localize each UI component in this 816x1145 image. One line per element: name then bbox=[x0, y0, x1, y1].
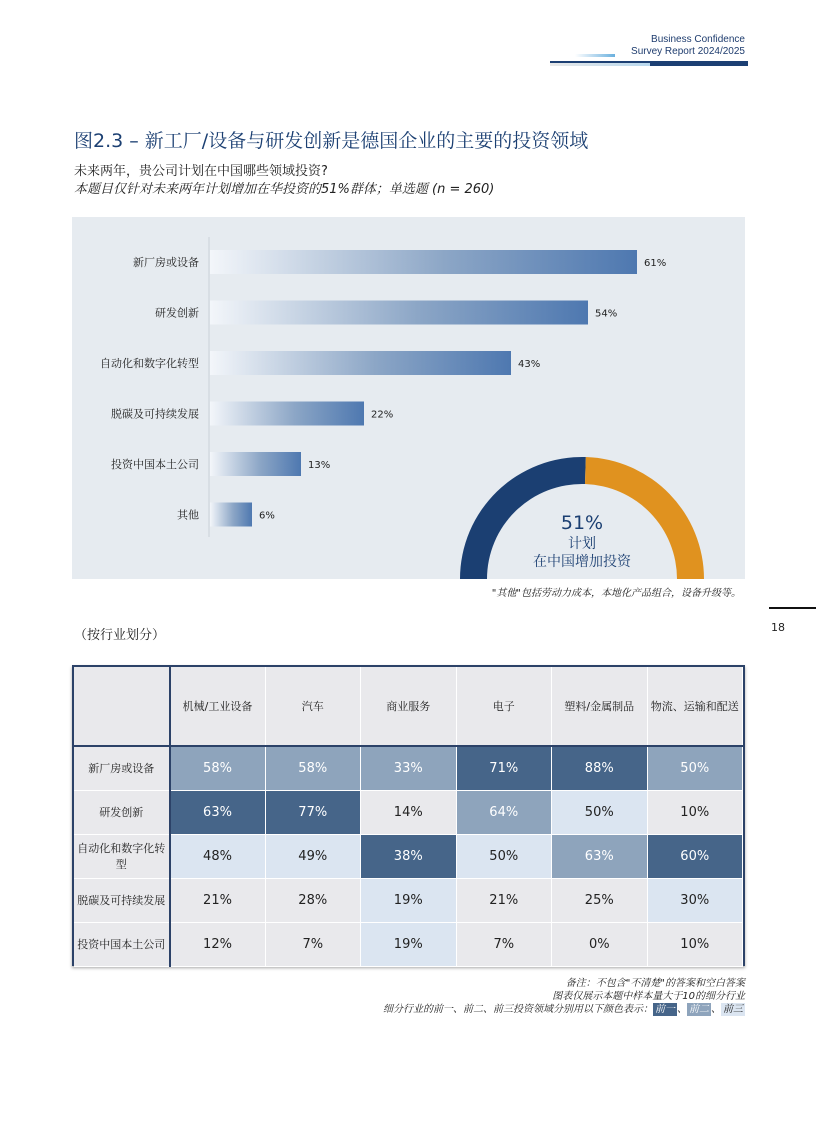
bar-category-label: 其他 bbox=[177, 508, 199, 522]
legend-separator: 、 bbox=[711, 1004, 721, 1015]
table-section-label: （按行业划分） bbox=[74, 628, 166, 643]
table-cell: 7% bbox=[265, 922, 361, 966]
table-row bbox=[74, 746, 743, 790]
table-cell: 71% bbox=[456, 746, 552, 790]
table-cell: 60% bbox=[647, 834, 743, 878]
table-cell: 10% bbox=[647, 922, 743, 966]
bar-category-label: 脱碳及可持续发展 bbox=[111, 407, 199, 421]
table-cell: 88% bbox=[552, 746, 648, 790]
figure-note: 本题目仅针对未来两年计划增加在华投资的51%群体；单选题 (n = 260) bbox=[74, 182, 495, 197]
bar-value-label: 13% bbox=[308, 460, 331, 471]
table-cell: 0% bbox=[552, 922, 648, 966]
chart-footnote: "其他"包括劳动力成本，本地化产品组合，设备升级等。 bbox=[491, 588, 741, 599]
donut-center-line1: 计划 bbox=[568, 536, 596, 552]
table-cell: 49% bbox=[265, 834, 361, 878]
table-cell: 77% bbox=[265, 790, 361, 834]
bar-value-label: 6% bbox=[259, 510, 275, 522]
table-row bbox=[74, 922, 743, 966]
donut-center-line2: 在中国增加投资 bbox=[533, 554, 631, 570]
row-header: 研发创新 bbox=[74, 790, 170, 834]
table-cell: 30% bbox=[647, 878, 743, 922]
column-header: 物流、运输和配送 bbox=[647, 667, 743, 746]
table-header-row bbox=[74, 667, 743, 746]
note-line-2: 图表仅展示本题中样本量大于10的细分行业 bbox=[552, 991, 745, 1002]
table-row bbox=[74, 790, 743, 834]
note-line-3 bbox=[383, 1003, 745, 1016]
bar-category-label: 自动化和数字化转型 bbox=[100, 357, 199, 370]
table-cell: 63% bbox=[552, 834, 648, 878]
bar bbox=[210, 503, 252, 527]
table-cell: 7% bbox=[456, 922, 552, 966]
figure-subtitle: 未来两年，贵公司计划在中国哪些领域投资? bbox=[74, 164, 328, 179]
table-cell: 63% bbox=[170, 790, 266, 834]
bar bbox=[210, 452, 301, 476]
table-cell: 64% bbox=[456, 790, 552, 834]
row-header: 脱碳及可持续发展 bbox=[74, 878, 170, 922]
table-cell: 19% bbox=[361, 878, 457, 922]
column-header: 商业服务 bbox=[361, 667, 457, 746]
brand-accent-fade bbox=[550, 63, 650, 66]
bar-category-label: 研发创新 bbox=[155, 306, 199, 320]
bar-value-label: 43% bbox=[518, 359, 541, 370]
note-line-1: 备注：不包含"不清楚"的答案和空白答案 bbox=[565, 978, 745, 989]
figure-title: 图2.3 – 新工厂/设备与研发创新是德国企业的主要的投资领域 bbox=[74, 130, 589, 152]
table-cell: 12% bbox=[170, 922, 266, 966]
table-cell: 21% bbox=[170, 878, 266, 922]
column-header: 塑料/金属制品 bbox=[552, 667, 648, 746]
table-cell: 10% bbox=[647, 790, 743, 834]
bar bbox=[210, 301, 588, 325]
page-number-rule bbox=[769, 607, 816, 609]
table-cell: 38% bbox=[361, 834, 457, 878]
table-cell: 50% bbox=[647, 746, 743, 790]
industry-table bbox=[72, 665, 745, 966]
row-header: 投资中国本土公司 bbox=[74, 922, 170, 966]
brand-accent-light bbox=[575, 54, 615, 57]
table-cell: 28% bbox=[265, 878, 361, 922]
table-cell: 14% bbox=[361, 790, 457, 834]
bar-value-label: 61% bbox=[644, 258, 667, 269]
report-brand bbox=[631, 34, 745, 58]
bar-category-label: 投资中国本土公司 bbox=[111, 458, 199, 471]
table-cell: 48% bbox=[170, 834, 266, 878]
table-cell: 58% bbox=[265, 746, 361, 790]
bar-value-label: 22% bbox=[371, 409, 394, 421]
table-cell: 25% bbox=[552, 878, 648, 922]
table-row bbox=[74, 834, 743, 878]
column-header: 机械/工业设备 bbox=[170, 667, 266, 746]
brand-line-2: Survey Report 2024/2025 bbox=[631, 46, 745, 57]
donut-center-value: 51% bbox=[560, 512, 604, 534]
legend-swatch-top3: 前三 bbox=[723, 1004, 743, 1015]
table-corner-cell bbox=[74, 667, 170, 746]
row-header: 新厂房或设备 bbox=[74, 746, 170, 790]
brand-line-1: Business Confidence bbox=[651, 34, 745, 45]
table-cell: 50% bbox=[456, 834, 552, 878]
bar-category-label: 新厂房或设备 bbox=[133, 256, 199, 269]
table-cell: 19% bbox=[361, 922, 457, 966]
table-cell: 33% bbox=[361, 746, 457, 790]
table-row bbox=[74, 878, 743, 922]
column-header: 汽车 bbox=[265, 667, 361, 746]
table-cell: 58% bbox=[170, 746, 266, 790]
table-cell: 50% bbox=[552, 790, 648, 834]
page-number: 18 bbox=[771, 621, 785, 634]
legend-prefix: 细分行业的前一、前二、前三投资领域分别用以下颜色表示： bbox=[383, 1004, 653, 1015]
table-notes bbox=[383, 977, 745, 1016]
column-header: 电子 bbox=[456, 667, 552, 746]
bar bbox=[210, 402, 364, 426]
table-cell: 21% bbox=[456, 878, 552, 922]
bar bbox=[210, 250, 637, 274]
legend-separator: 、 bbox=[677, 1004, 687, 1015]
bar bbox=[210, 351, 511, 375]
legend-swatch-top2: 前二 bbox=[689, 1004, 709, 1015]
bar-value-label: 54% bbox=[595, 308, 618, 320]
legend-swatch-top1: 前一 bbox=[655, 1004, 675, 1015]
row-header: 自动化和数字化转型 bbox=[74, 834, 170, 878]
